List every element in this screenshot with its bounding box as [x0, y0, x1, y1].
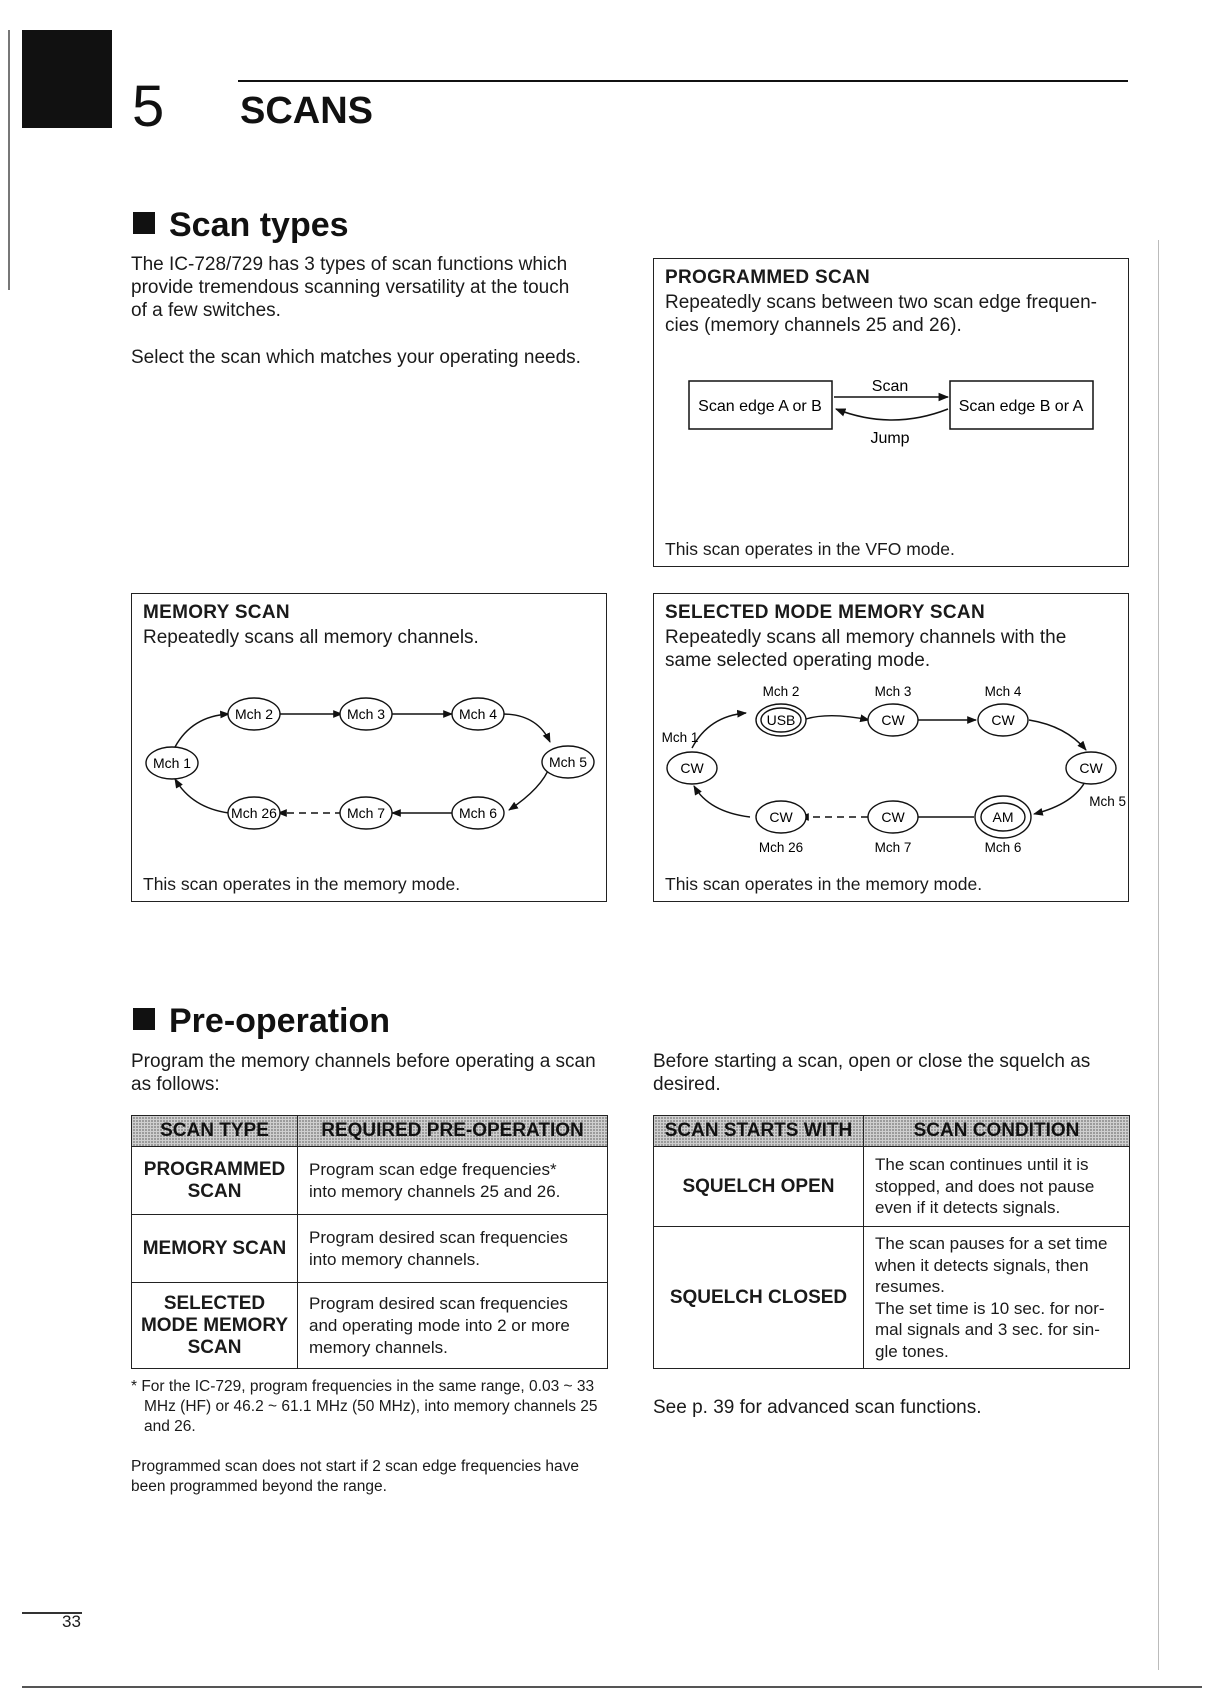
scan-edge-a-label: Scan edge A or B	[698, 398, 822, 415]
sel-label-mch5: Mch 5	[1089, 794, 1126, 809]
mem-ch1: Mch 1	[152, 755, 192, 771]
scan-types-intro: The IC-728/729 has 3 types of scan functions which provide tremendous scanning versatility at the touch of a few switches.	[131, 254, 570, 321]
chapter-tab	[22, 30, 112, 128]
mem-ch3: Mch 3	[346, 706, 386, 722]
table-header-row	[654, 1116, 1130, 1147]
table-row	[132, 1283, 608, 1369]
mem-ch4: Mch 4	[458, 706, 498, 722]
page-edge-line	[1158, 240, 1159, 1670]
selected-mode-scan-footer: This scan operates in the memory mode.	[665, 874, 983, 894]
bullet-square-icon	[133, 1008, 155, 1030]
programmed-scan-desc: Repeatedly scans between two scan edge frequen- cies (memory channels 25 and 26).	[665, 292, 1097, 336]
required-cell: Program scan edge frequencies* into memory channels 25 and 26.	[298, 1147, 608, 1215]
table-header-required: REQUIRED PRE-OPERATION	[298, 1116, 608, 1147]
pre-operation-heading: Pre-operation	[133, 1004, 390, 1038]
selected-mode-diagram	[654, 594, 1128, 901]
table-row	[132, 1147, 608, 1215]
sel-mode-mch4: CW	[991, 712, 1015, 728]
memory-scan-box	[131, 593, 607, 902]
table-header-scan-type: SCAN TYPE	[132, 1116, 298, 1147]
mem-ch5: Mch 5	[548, 754, 588, 770]
scan-type-cell: SELECTED MODE MEMORY SCAN	[132, 1283, 298, 1369]
jump-arrow	[836, 409, 948, 420]
sel-mode-mch26: CW	[769, 809, 793, 825]
scan-start-cell: SQUELCH CLOSED	[654, 1227, 864, 1369]
memory-scan-title: MEMORY SCAN	[143, 602, 290, 623]
mem-ch2: Mch 2	[234, 706, 274, 722]
sel-mode-mch1: CW	[680, 760, 704, 776]
range-note: Programmed scan does not start if 2 scan edge frequencies have been programmed beyond the range.	[131, 1458, 580, 1495]
sel-label-mch4: Mch 4	[984, 684, 1022, 699]
sel-label-mch7: Mch 7	[874, 840, 912, 855]
table-row	[654, 1147, 1130, 1227]
selected-mode-scan-title: SELECTED MODE MEMORY SCAN	[665, 602, 985, 623]
sel-mode-mch2: USB	[766, 712, 796, 728]
footnote: * For the IC-729, program frequencies in the same range, 0.03 ~ 33 MHz (HF) or 46.2 ~ 61.1 MHz (50 MHz), into memory channels 25 and 26.	[131, 1378, 598, 1435]
table-row	[654, 1227, 1130, 1369]
sel-label-mch26: Mch 26	[758, 840, 804, 855]
memory-scan-desc: Repeatedly scans all memory channels.	[143, 627, 479, 648]
sel-label-mch3: Mch 3	[874, 684, 912, 699]
page-number: 33	[62, 1612, 81, 1631]
scan-edge-b-label: Scan edge B or A	[958, 398, 1084, 415]
programmed-scan-title: PROGRAMMED SCAN	[665, 267, 871, 288]
squelch-table	[653, 1115, 1130, 1369]
selected-mode-scan-box	[653, 593, 1129, 902]
programmed-scan-box	[653, 258, 1129, 567]
scan-types-heading: Scan types	[133, 208, 349, 242]
sel-mode-mch7: CW	[881, 809, 905, 825]
mem-ch6: Mch 6	[458, 805, 498, 821]
bullet-square-icon	[133, 212, 155, 234]
table-header-row	[132, 1116, 608, 1147]
mem-ch7: Mch 7	[346, 805, 386, 821]
sel-mode-mch6: AM	[992, 809, 1014, 825]
bottom-rule	[22, 1686, 1202, 1688]
sel-label-mch6: Mch 6	[984, 840, 1022, 855]
memory-scan-footer: This scan operates in the memory mode.	[143, 874, 461, 894]
mem-ch26: Mch 26	[231, 805, 277, 821]
programmed-scan-footer: This scan operates in the VFO mode.	[665, 539, 955, 559]
pre-operation-table	[131, 1115, 608, 1369]
sel-mode-mch5: CW	[1079, 760, 1103, 776]
sel-label-mch2: Mch 2	[762, 684, 800, 699]
scan-types-select: Select the scan which matches your operating needs.	[131, 347, 581, 368]
chapter-title: SCANS	[240, 90, 374, 132]
see-also: See p. 39 for advanced scan functions.	[653, 1397, 982, 1418]
page-edge-mark	[8, 30, 10, 290]
sel-label-mch1: Mch 1	[661, 730, 699, 745]
scan-start-cell: SQUELCH OPEN	[654, 1147, 864, 1227]
chapter-rule	[238, 80, 1128, 82]
scan-label: Scan	[871, 378, 909, 395]
squelch-intro: Before starting a scan, open or close the squelch as desired.	[653, 1051, 1091, 1095]
scan-condition-cell: The scan continues until it is stopped, and does not pause even if it detects signals.	[864, 1147, 1130, 1227]
programmed-scan-diagram	[654, 259, 1128, 566]
table-row	[132, 1215, 608, 1283]
scan-type-cell: MEMORY SCAN	[132, 1215, 298, 1283]
table-header-scan-starts: SCAN STARTS WITH	[654, 1116, 864, 1147]
scan-condition-cell: The scan pauses for a set time when it detects signals, then resumes. The set time is 10 sec. for nor- mal signals and 3 sec. for sin- gle tones.	[864, 1227, 1130, 1369]
table-header-scan-condition: SCAN CONDITION	[864, 1116, 1130, 1147]
memory-scan-diagram	[132, 594, 606, 901]
chapter-number: 5	[132, 74, 165, 139]
scan-type-cell: PROGRAMMED SCAN	[132, 1147, 298, 1215]
pre-operation-intro: Program the memory channels before operating a scan as follows:	[131, 1051, 596, 1095]
jump-label: Jump	[870, 430, 910, 447]
required-cell: Program desired scan frequencies into memory channels.	[298, 1215, 608, 1283]
required-cell: Program desired scan frequencies and operating mode into 2 or more memory channels.	[298, 1283, 608, 1369]
sel-mode-mch3: CW	[881, 712, 905, 728]
selected-mode-scan-desc: Repeatedly scans all memory channels with the same selected operating mode.	[665, 627, 1067, 671]
